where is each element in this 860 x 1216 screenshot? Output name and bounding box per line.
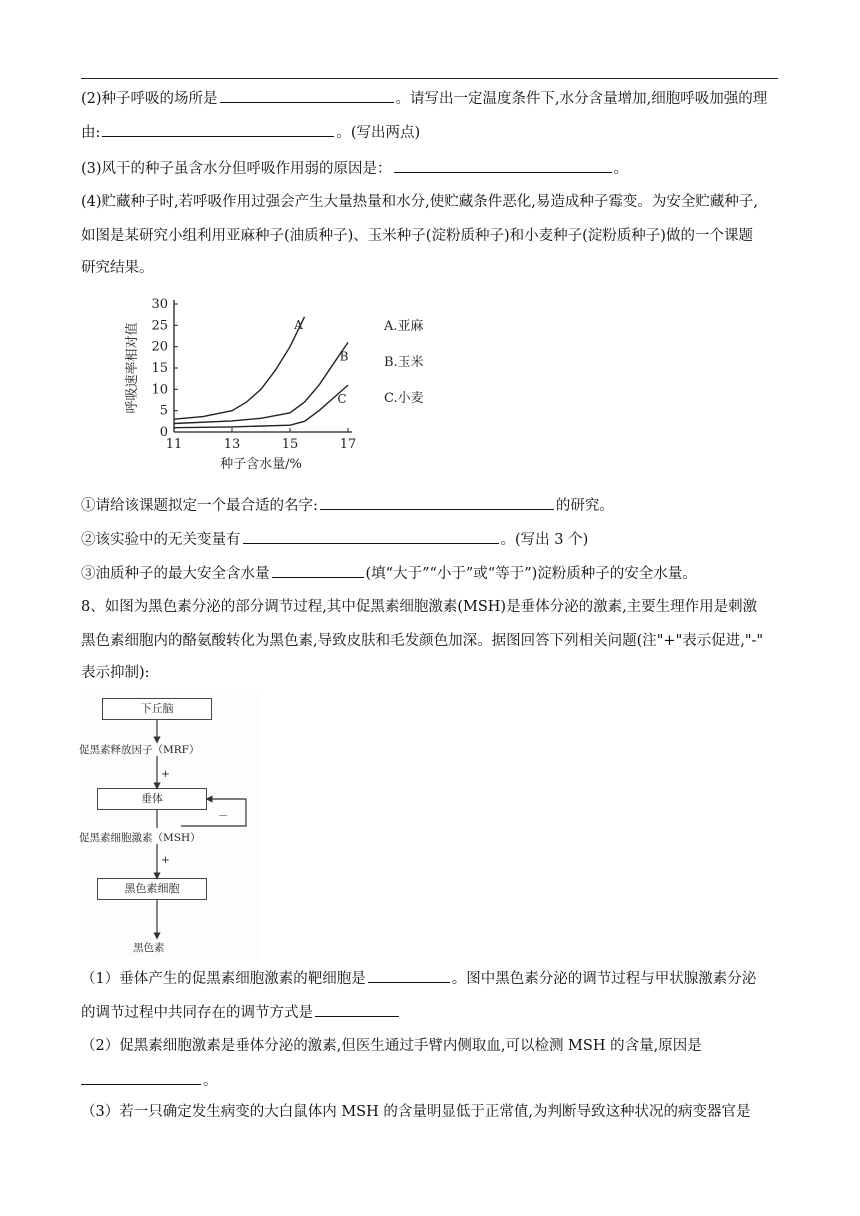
text: 。 <box>613 161 629 177</box>
q8-part3-line1: （3）若一只确定发生病变的大白鼠体内 MSH 的含量明显低于正常值,为判断导致这种状况的病变器官是 <box>81 1104 751 1120</box>
legend-entry: B.玉米 <box>384 355 424 370</box>
q7-part3 <box>81 158 781 179</box>
series-label-B: B <box>339 349 349 364</box>
y-tick-label: 15 <box>151 361 168 376</box>
text: (2)种子呼吸的场所是 <box>81 91 218 107</box>
inhibit-sign: － <box>218 810 229 822</box>
q7-part4-line3: 研究结果。 <box>81 260 154 276</box>
x-tick-label: 15 <box>281 437 299 452</box>
y-tick-label: 30 <box>151 297 168 312</box>
flow-arrows <box>81 690 261 960</box>
mrf-label: 促黑素释放因子（MRF） <box>79 744 200 756</box>
y-tick-label: 20 <box>151 339 168 355</box>
y-axis-label: 呼吸速率相对值 <box>125 322 140 414</box>
box-label: 黑色素细胞 <box>124 882 180 895</box>
text: (3)风干的种子虽含水分但呼吸作用弱的原因是： <box>81 161 392 177</box>
q7-part2-line1 <box>81 88 781 109</box>
text: 。 <box>203 1073 218 1089</box>
x-axis-label: 种子含水量/% <box>220 457 302 472</box>
answer-blank[interactable] <box>272 563 364 578</box>
text: 。(写出两点) <box>336 125 421 141</box>
msh-label: 促黑素细胞激素（MSH） <box>79 832 201 844</box>
q7-part2-line2 <box>81 122 781 143</box>
text: ③油质种子的最大安全含水量 <box>81 566 270 582</box>
y-tick-label: 25 <box>151 318 168 334</box>
series-label-C: C <box>337 392 347 407</box>
series-line-B <box>174 342 348 423</box>
answer-blank[interactable] <box>368 968 450 983</box>
y-tick-label: 0 <box>159 425 168 440</box>
y-tick-label: 5 <box>159 403 168 419</box>
answer-blank[interactable] <box>81 1070 201 1085</box>
text: 。请写出一定温度条件下,水分含量增加,细胞呼吸加强的理 <box>395 91 768 107</box>
text: 。图中黑色素分泌的调节过程与甲状腺激素分泌 <box>451 971 757 987</box>
legend-entry: A.亚麻 <box>384 319 424 334</box>
y-tick-label: 10 <box>151 382 168 398</box>
q8-intro-line2: 黑色素细胞内的酪氨酸转化为黑色素,导致皮肤和毛发颜色加深。据图回答下列相关问题(注"+"表示促进,"-" <box>81 633 764 649</box>
series-line-A <box>174 317 305 419</box>
q8-intro-line1: 8、如图为黑色素分泌的部分调节过程,其中促黑素细胞激素(MSH)是垂体分泌的激素,主要生理作用是刺激 <box>81 599 758 615</box>
melanin-label: 黑色素 <box>133 942 165 954</box>
respiration-chart <box>116 292 446 477</box>
text: （1）垂体产生的促黑素细胞激素的靶细胞是 <box>81 971 366 987</box>
text: (填“大于”“小于”或“等于”)淀粉质种子的安全水量。 <box>365 566 697 582</box>
series-label-A: A <box>294 317 303 332</box>
text: 由: <box>81 125 101 141</box>
series-line-C <box>174 385 348 428</box>
text: 的研究。 <box>555 498 614 514</box>
answer-blank[interactable] <box>102 122 334 137</box>
q8-part2-line2 <box>81 1070 781 1091</box>
q8-part2-line1: （2）促黑素细胞激素是垂体分泌的激素,但医生通过手臂内侧取血,可以检测 MSH 的含量,原因是 <box>81 1038 702 1054</box>
q8-part1-line2 <box>81 1002 781 1023</box>
answer-blank[interactable] <box>243 529 499 544</box>
text: 。(写出 3 个) <box>500 532 589 548</box>
q7-part4-line2: 如图是某研究小组利用亚麻种子(油质种子)、玉米种子(淀粉质种子)和小麦种子(淀粉质种子)做的一个课题 <box>81 228 753 244</box>
q7-part4-line1: (4)贮藏种子时,若呼吸作用过强会产生大量热量和水分,使贮藏条件恶化,易造成种子霉变。为安全贮藏种子, <box>81 194 758 210</box>
q7-sub3 <box>81 563 781 584</box>
answer-blank[interactable] <box>220 88 394 103</box>
x-tick-label: 11 <box>165 437 183 452</box>
x-tick-label: 17 <box>339 437 357 452</box>
q7-sub2 <box>81 529 781 550</box>
text: 的调节过程中共同存在的调节方式是 <box>81 1005 313 1021</box>
legend-entry: C.小麦 <box>384 391 424 406</box>
header-rule <box>81 78 778 79</box>
x-tick-label: 13 <box>223 437 241 452</box>
box-label: 下丘脑 <box>140 702 174 715</box>
q7-sub1 <box>81 495 781 516</box>
box-label: 垂体 <box>141 792 163 805</box>
answer-blank[interactable] <box>320 495 554 510</box>
q8-intro-line3: 表示抑制): <box>81 665 150 681</box>
answer-blank[interactable] <box>394 158 612 173</box>
answer-blank[interactable] <box>315 1002 399 1017</box>
melanin-flow-diagram <box>81 690 261 960</box>
promote-sign: + <box>161 768 170 780</box>
text: ①请给该课题拟定一个最合适的名字: <box>81 498 318 514</box>
text: ②该实验中的无关变量有 <box>81 532 241 548</box>
promote-sign: + <box>161 854 170 866</box>
q8-part1-line1 <box>81 968 781 989</box>
